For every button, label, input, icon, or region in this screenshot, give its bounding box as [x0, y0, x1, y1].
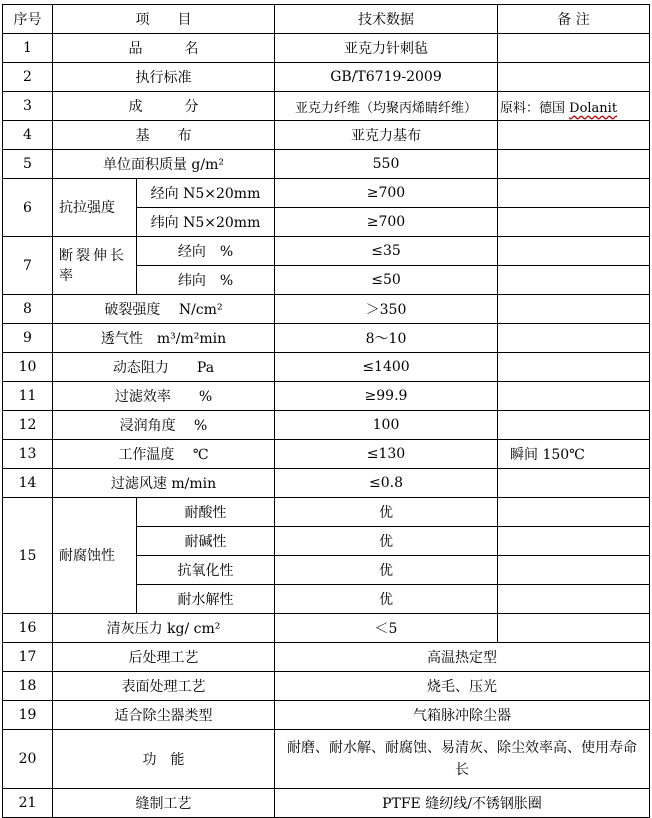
row-no: 9 [3, 324, 53, 353]
table-row [3, 469, 650, 498]
row-no: 4 [3, 121, 53, 150]
row-note [498, 150, 650, 179]
table-row [3, 701, 650, 730]
row-item: 功 能 [53, 730, 275, 789]
row-no: 3 [3, 92, 53, 121]
sub-label: 耐酸性 [137, 498, 275, 527]
row-no: 21 [3, 789, 53, 818]
row-no: 14 [3, 469, 53, 498]
row-no: 15 [3, 498, 53, 614]
table-row [3, 63, 650, 92]
row-no: 18 [3, 672, 53, 701]
header-item: 项 目 [53, 5, 275, 34]
row-item: 浸润角度 % [53, 411, 275, 440]
row-data: 烧毛、压光 [275, 672, 650, 701]
row-item: 成 分 [53, 92, 275, 121]
row-note [498, 527, 650, 556]
row-note [498, 121, 650, 150]
row-data: 优 [275, 585, 498, 614]
group-label: 断裂伸长率 [53, 237, 137, 295]
row-no: 5 [3, 150, 53, 179]
row-note [498, 585, 650, 614]
header-data: 技术数据 [275, 5, 498, 34]
row-data: ≥700 [275, 208, 498, 237]
row-note [498, 92, 650, 121]
row-item: 过滤效率 % [53, 382, 275, 411]
row-data: 优 [275, 498, 498, 527]
row-data: ≤130 [275, 440, 498, 469]
row-data: 优 [275, 527, 498, 556]
sub-label: 纬向 % [137, 266, 275, 295]
row-data: 高温热定型 [275, 643, 650, 672]
row-note [498, 266, 650, 295]
row-data: 耐磨、耐水解、耐腐蚀、易清灰、除尘效率高、使用寿命长 [275, 730, 650, 789]
header-no: 序号 [3, 5, 53, 34]
table-row [3, 295, 650, 324]
group-label: 耐腐蚀性 [53, 498, 137, 614]
row-item: 动态阻力 Pa [53, 353, 275, 382]
row-note [498, 34, 650, 63]
row-data: ＞350 [275, 295, 498, 324]
row-data: ≤0.8 [275, 469, 498, 498]
row-data: 亚克力纤维（均聚丙烯睛纤维） [275, 92, 498, 121]
row-note [498, 237, 650, 266]
row-data: ≥700 [275, 179, 498, 208]
row-no: 2 [3, 63, 53, 92]
row-note [498, 353, 650, 382]
row-data: 亚克力基布 [275, 121, 498, 150]
table-row [3, 353, 650, 382]
row-data: ＜5 [275, 614, 498, 643]
row-note [498, 469, 650, 498]
row-data: 优 [275, 556, 498, 585]
row-data: 100 [275, 411, 498, 440]
table-row [3, 92, 650, 121]
row-no: 13 [3, 440, 53, 469]
table-row [3, 411, 650, 440]
row-item: 清灰压力 kg/ cm² [53, 614, 275, 643]
header-row [3, 5, 650, 34]
row-no: 17 [3, 643, 53, 672]
spec-table [2, 4, 650, 818]
row-note: 瞬间 150℃ [498, 440, 650, 469]
row-no: 8 [3, 295, 53, 324]
row-note [498, 179, 650, 208]
sub-label: 耐碱性 [137, 527, 275, 556]
row-data: 8～10 [275, 324, 498, 353]
row-note [498, 556, 650, 585]
row-item: 表面处理工艺 [53, 672, 275, 701]
note-prefix: 原料：德国 [500, 100, 570, 116]
row-note [498, 63, 650, 92]
sub-label: 抗氧化性 [137, 556, 275, 585]
row-data: 550 [275, 150, 498, 179]
note-brand: Dolanit [569, 100, 618, 116]
row-item: 透气性 m³/m²min [53, 324, 275, 353]
row-note [498, 295, 650, 324]
table-row [3, 179, 650, 208]
row-item: 适合除尘器类型 [53, 701, 275, 730]
row-data: GB/T6719-2009 [275, 63, 498, 92]
sub-label: 经向 % [137, 237, 275, 266]
row-item: 破裂强度 N/cm² [53, 295, 275, 324]
row-item: 单位面积质量 g/m² [53, 150, 275, 179]
row-no: 20 [3, 730, 53, 789]
row-note [498, 411, 650, 440]
row-item: 执行标准 [53, 63, 275, 92]
table-row [3, 237, 650, 266]
row-item: 基 布 [53, 121, 275, 150]
row-note [498, 382, 650, 411]
row-no: 7 [3, 237, 53, 295]
table-row [3, 643, 650, 672]
group-label: 抗拉强度 [53, 179, 137, 237]
table-row [3, 440, 650, 469]
row-data: 亚克力针刺毡 [275, 34, 498, 63]
row-item: 过滤风速 m/min [53, 469, 275, 498]
row-item: 品 名 [53, 34, 275, 63]
row-note [498, 498, 650, 527]
row-data: ≤1400 [275, 353, 498, 382]
table-row [3, 150, 650, 179]
row-no: 12 [3, 411, 53, 440]
row-item: 后处理工艺 [53, 643, 275, 672]
row-no: 10 [3, 353, 53, 382]
row-note [498, 324, 650, 353]
table-row [3, 789, 650, 818]
row-no: 6 [3, 179, 53, 237]
header-note: 备 注 [498, 5, 650, 34]
table-row [3, 324, 650, 353]
table-row [3, 672, 650, 701]
row-note [498, 614, 650, 643]
table-row [3, 382, 650, 411]
table-row [3, 730, 650, 789]
row-no: 19 [3, 701, 53, 730]
row-data: ≥99.9 [275, 382, 498, 411]
table-row [3, 614, 650, 643]
sub-label: 耐水解性 [137, 585, 275, 614]
table-row [3, 34, 650, 63]
row-item: 工作温度 ℃ [53, 440, 275, 469]
row-no: 11 [3, 382, 53, 411]
row-no: 16 [3, 614, 53, 643]
row-note [498, 208, 650, 237]
sub-label: 经向 N5×20mm [137, 179, 275, 208]
row-data: 气箱脉冲除尘器 [275, 701, 650, 730]
row-data: ≤35 [275, 237, 498, 266]
table-row [3, 121, 650, 150]
row-no: 1 [3, 34, 53, 63]
sub-label: 纬向 N5×20mm [137, 208, 275, 237]
table-row [3, 498, 650, 527]
row-item: 缝制工艺 [53, 789, 275, 818]
row-data: PTFE 缝纫线/不锈钢胀圈 [275, 789, 650, 818]
row-data: ≤50 [275, 266, 498, 295]
